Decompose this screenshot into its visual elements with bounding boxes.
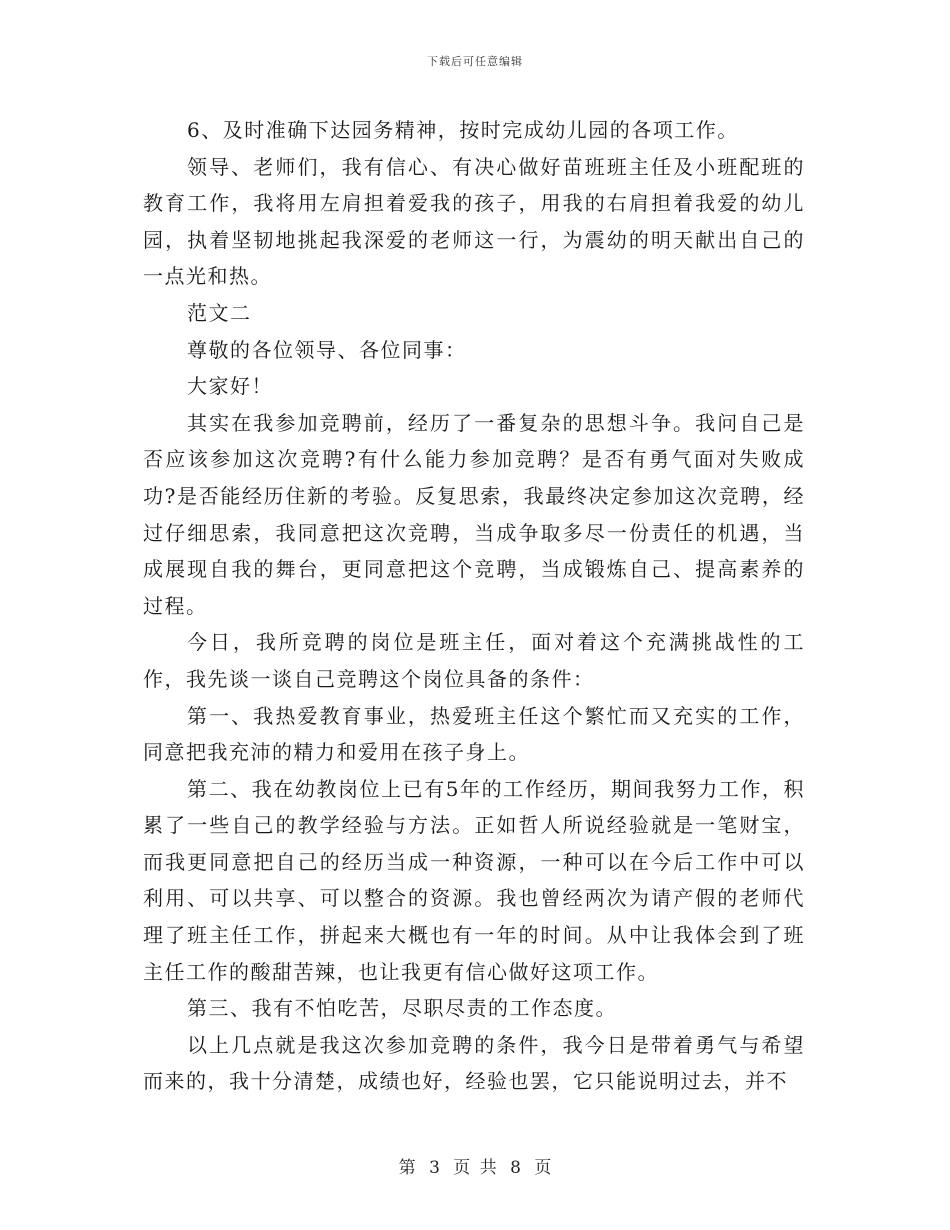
page-label-prefix: 第 bbox=[398, 1158, 416, 1178]
page-label-suffix: 页 bbox=[534, 1158, 552, 1178]
paragraph: 其实在我参加竞聘前，经历了一番复杂的思想斗争。我问自己是否应该参加这次竞聘?有什么能力参加竞聘？是否有勇气面对失败成功?是否能经历住新的考验。反复思索，我最终决定参加这次竞聘，经过仔细思索，我同意把这次竞聘，当成争取多尽一份责任的机遇，当成展现自我的舞台，更同意把这个竞聘，当成锻炼自己、提高素养的过程。 bbox=[143, 410, 805, 618]
paragraph: 以上几点就是我这次参加竞聘的条件，我今日是带着勇气与希望而来的，我十分清楚，成绩也好，经验也罢，它只能说明过去，并不 bbox=[143, 1032, 805, 1094]
total-pages-number: 8 bbox=[510, 1158, 521, 1178]
current-page-number: 3 bbox=[429, 1158, 440, 1178]
page-footer bbox=[0, 1153, 950, 1178]
paragraph: 领导、老师们，我有信心、有决心做好苗班班主任及小班配班的教育工作，我将用左肩担着爱我的孩子，用我的右肩担着我爱的幼儿园，执着坚韧地挑起我深爱的老师这一行，为震幼的明天献出自己的一点光和热。 bbox=[143, 154, 805, 289]
greeting: 大家好！ bbox=[187, 374, 273, 399]
page-label-mid: 页 共 bbox=[453, 1158, 497, 1178]
paragraph: 6、及时准确下达园务精神，按时完成幼儿园的各项工作。 bbox=[187, 118, 739, 142]
paragraph: 第一、我热爱教育事业，热爱班主任这个繁忙而又充实的工作，同意把我充沛的精力和爱用在孩子身上。 bbox=[143, 703, 805, 765]
section-title: 范文二 bbox=[187, 300, 252, 325]
paragraph: 第三、我有不怕吃苦，尽职尽责的工作态度。 bbox=[187, 996, 617, 1021]
salutation: 尊敬的各位领导、各位同事： bbox=[187, 337, 467, 362]
page-header: 下载后可任意编辑 bbox=[427, 55, 523, 68]
paragraph: 第二、我在幼教岗位上已有5年的工作经历，期间我努力工作，积累了一些自己的教学经验与方法。正如哲人所说经验就是一笔财宝，而我更同意把自己的经历当成一种资源，一种可以在今后工作中可以利用、可以共享、可以整合的资源。我也曾经两次为请产假的老师代理了班主任工作，拼起来大概也有一年的时间。从中让我体会到了班主任工作的酸甜苦辣，也让我更有信心做好这项工作。 bbox=[143, 776, 805, 984]
paragraph: 今日，我所竞聘的岗位是班主任，面对着这个充满挑战性的工作，我先谈一谈自己竞聘这个岗位具备的条件： bbox=[143, 630, 805, 691]
document-body bbox=[143, 112, 805, 1100]
